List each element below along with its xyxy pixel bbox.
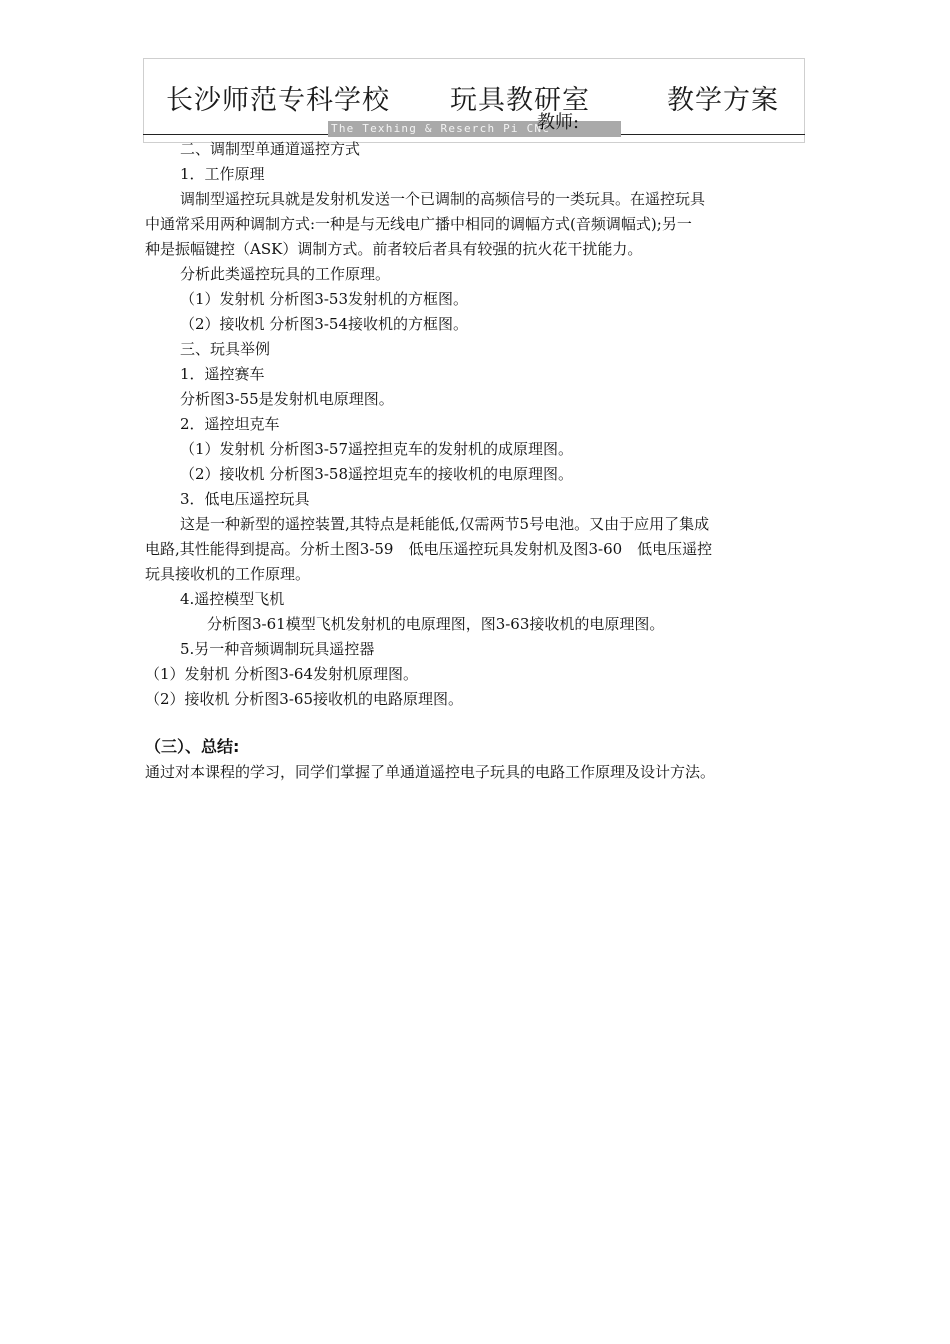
paragraph-line: 种是振幅键控（ASK）调制方式。前者较后者具有较强的抗火花干扰能力。 (145, 240, 643, 258)
list-item: （2）接收机 分析图3-65接收机的电路原理图。 (145, 690, 464, 708)
teacher-label: 教师: (537, 112, 580, 133)
paragraph-line: 中通常采用两种调制方式:一种是与无线电广播中相同的调幅方式(音频调幅式);另一 (145, 215, 692, 233)
summary-heading: （三）、总结: (145, 737, 240, 756)
list-item: （2）接收机 分析图3-54接收机的方框图。 (180, 315, 469, 333)
section-heading-3: 三、玩具举例 (180, 340, 271, 358)
list-item: （1）发射机 分析图3-64发射机原理图。 (145, 665, 419, 683)
subheading: 5.另一种音频调制玩具遥控器 (180, 640, 375, 658)
school-name: 长沙师范专科学校 (166, 85, 390, 116)
paragraph-line: 这是一种新型的遥控装置,其特点是耗能低,仅需两节5号电池。又由于应用了集成 (180, 515, 710, 533)
list-item: （1）发射机 分析图3-57遥控担克车的发射机的成原理图。 (180, 440, 574, 458)
paragraph-line: 玩具接收机的工作原理。 (145, 565, 311, 583)
list-item: （1）发射机 分析图3-53发射机的方框图。 (180, 290, 469, 308)
header-banner: The Texhing & Reserch Pi CNC (328, 121, 621, 137)
paragraph-line: 分析图3-55是发射机电原理图。 (180, 390, 394, 408)
subheading: 1．遥控赛车 (180, 365, 265, 383)
subheading: 2．遥控坦克车 (180, 415, 280, 433)
summary-text: 通过对本课程的学习，同学们掌握了单通道遥控电子玩具的电路工作原理及设计方法。 (145, 763, 716, 781)
list-item: （2）接收机 分析图3-58遥控坦克车的接收机的电原理图。 (180, 465, 574, 483)
paragraph-line: 电路,其性能得到提高。分析土图3-59 低电压遥控玩具发射机及图3-60 低电压遥控 (145, 540, 713, 558)
subheading: 4.遥控模型飞机 (180, 590, 285, 608)
paragraph-line: 调制型遥控玩具就是发射机发送一个已调制的高频信号的一类玩具。在遥控玩具 (180, 190, 706, 208)
office-name: 玩具教研室 (450, 85, 590, 116)
subheading-working-principle: 1．工作原理 (180, 165, 265, 183)
subheading: 3．低电压遥控玩具 (180, 490, 310, 508)
document-type: 教学方案 (667, 85, 779, 116)
paragraph-line: 分析图3-61模型飞机发射机的电原理图，图3-63接收机的电原理图。 (207, 615, 665, 633)
section-heading-2: 二、调制型单通道遥控方式 (180, 140, 361, 158)
paragraph-line: 分析此类遥控玩具的工作原理。 (180, 265, 391, 283)
